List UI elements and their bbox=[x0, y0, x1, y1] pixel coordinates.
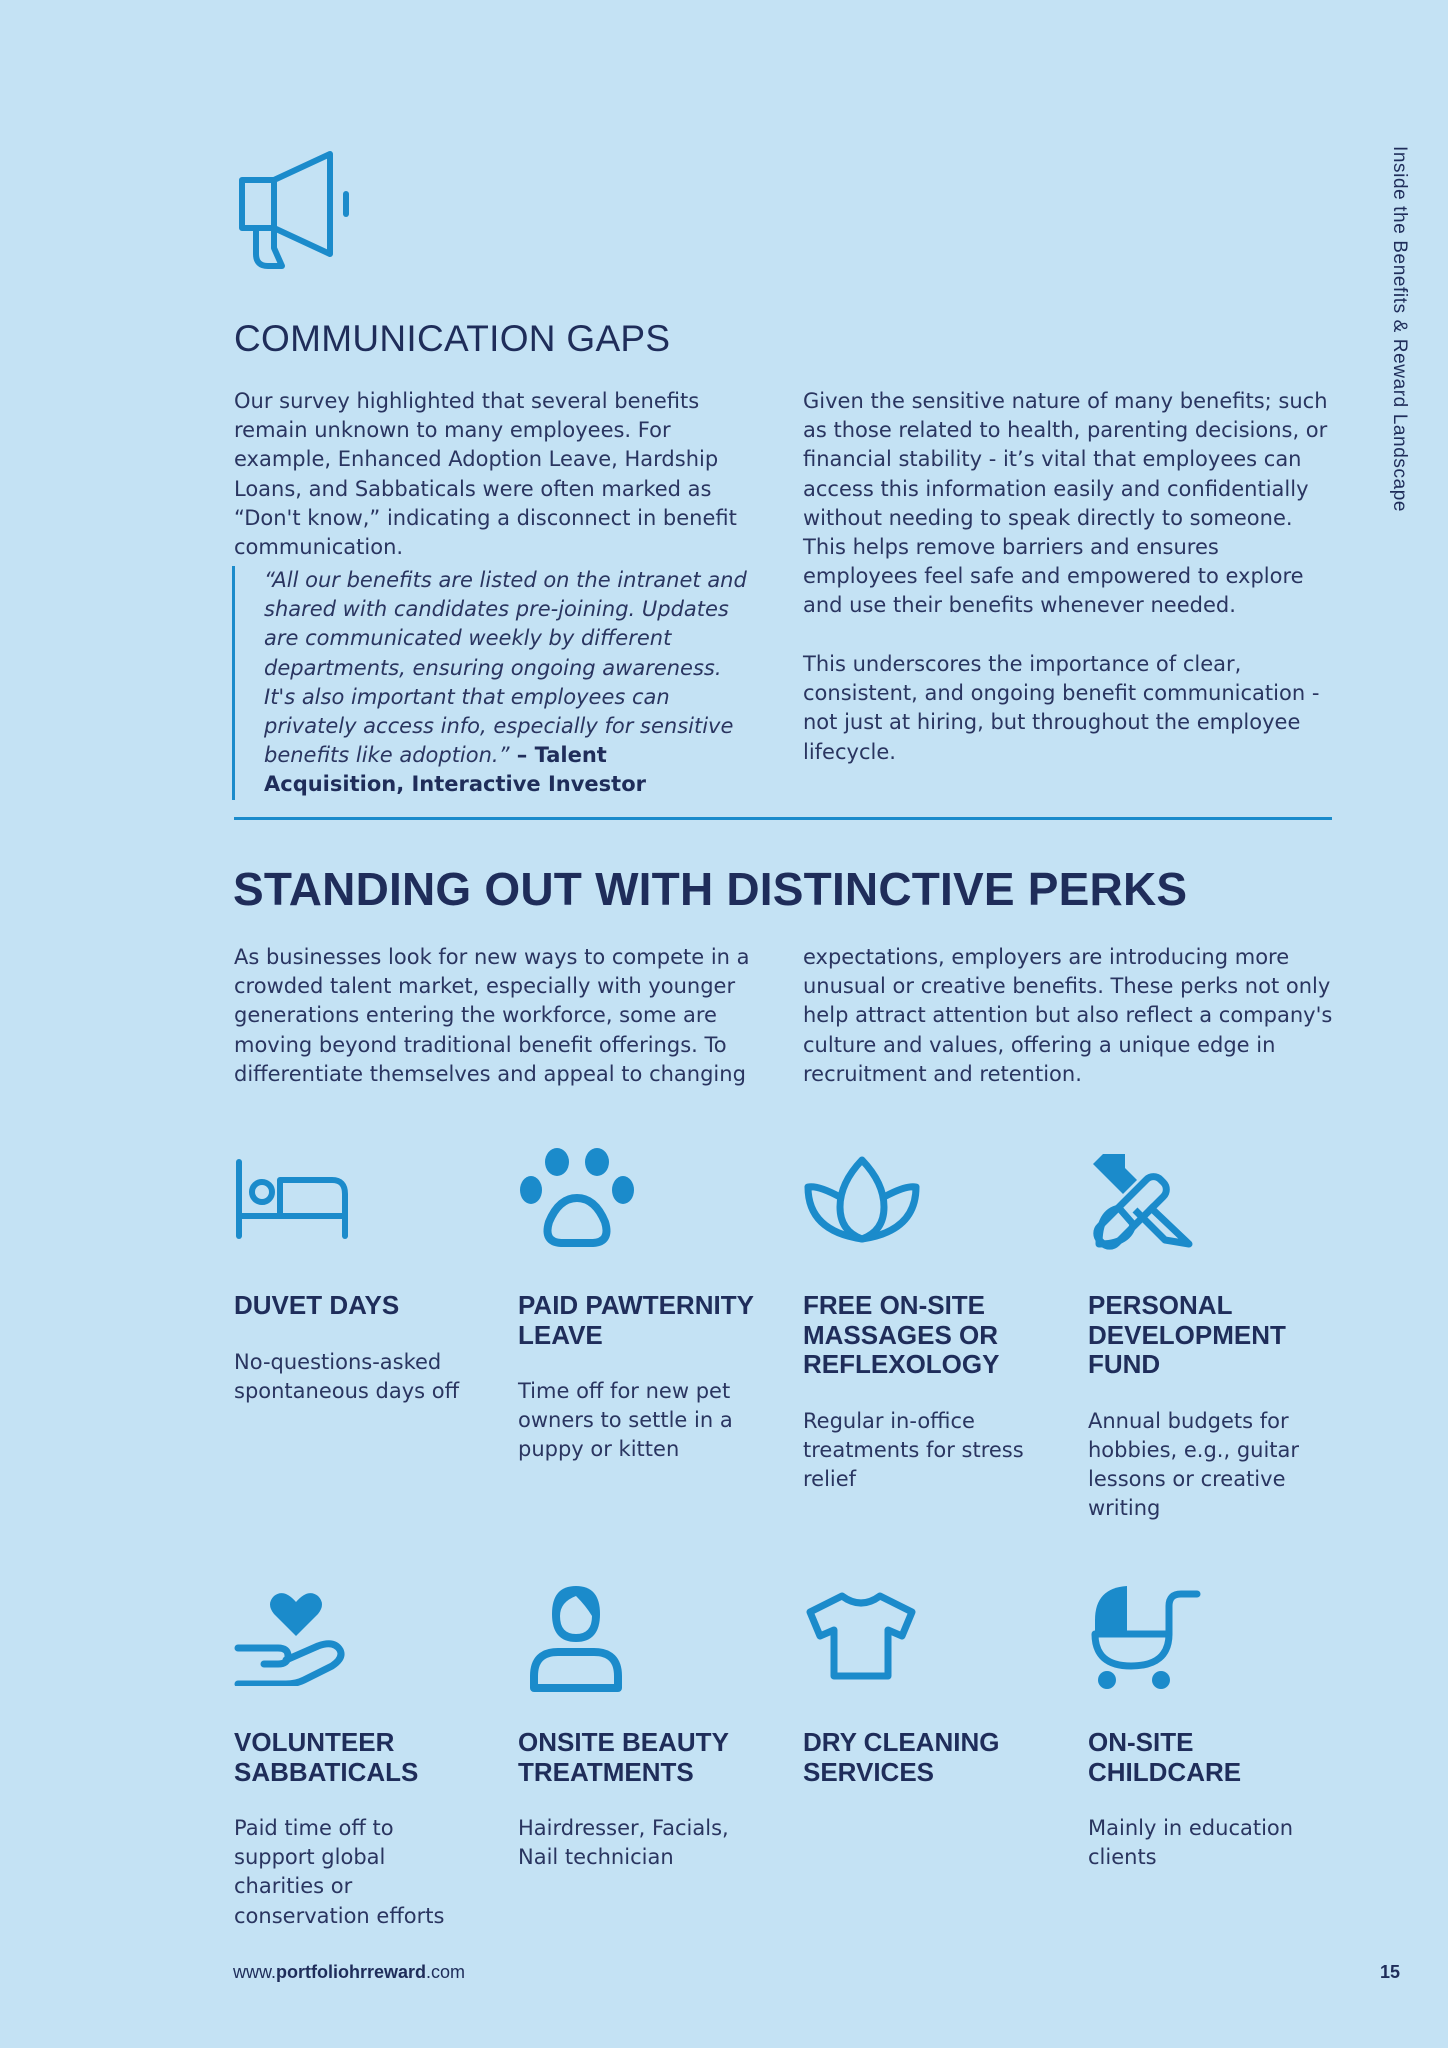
perk-description: Mainly in education clients bbox=[1088, 1816, 1294, 1870]
perk-description: Hairdresser, Facials, Nail technician bbox=[518, 1816, 729, 1870]
footer-url-suffix: .com bbox=[426, 1962, 466, 1982]
perk-duvet-days bbox=[234, 1291, 474, 1406]
perks-intro-right: expectations, employers are introducing more unusual or creative benefits. These perks not only help attract attention but also reflect a company's culture and values, offering a unique edge in recruitment and retention. bbox=[803, 945, 1333, 1086]
page-number: 15 bbox=[1380, 1962, 1401, 1982]
communication-paragraph-left: Our survey highlighted that several benefits remain unknown to many employees. For example, Enhanced Adoption Leave, Hardship Loans, and Sabbaticals were often marked as “Don't know,” indicating a disconnect in benefit communication. bbox=[234, 389, 737, 560]
person-icon bbox=[526, 1580, 626, 1694]
lotus-icon bbox=[804, 1155, 920, 1245]
perk-title: ON-SITE CHILDCARE bbox=[1088, 1727, 1242, 1787]
perk-title: DRY CLEANING SERVICES bbox=[803, 1727, 1000, 1787]
quote-text: “All our benefits are listed on the intranet and shared with candidates pre-joining. Updates are communicated weekly by different departments, ensuring ongoing awareness. It's also important that employees can privately access info, especially for sensitive benefits like adoption.” bbox=[264, 568, 747, 768]
communication-heading: COMMUNICATION GAPS bbox=[234, 318, 671, 359]
perk-free-on-site-massages bbox=[803, 1291, 1043, 1494]
footer-url-brand: portfoliohrreward bbox=[276, 1962, 427, 1982]
bed-icon bbox=[234, 1158, 350, 1240]
footer-url-prefix: www. bbox=[233, 1962, 277, 1982]
perk-description: Paid time off to support global charities or conservation efforts bbox=[234, 1816, 445, 1928]
section-divider bbox=[234, 817, 1332, 820]
perk-title: FREE ON-SITE MASSAGES OR REFLEXOLOGY bbox=[803, 1290, 1000, 1379]
megaphone-icon bbox=[234, 150, 354, 270]
perk-volunteer-sabbaticals bbox=[234, 1728, 474, 1931]
t-shirt-icon bbox=[804, 1590, 918, 1682]
footer-website-link[interactable] bbox=[233, 1962, 465, 1983]
testimonial-quote bbox=[232, 566, 754, 800]
heart-hand-icon bbox=[234, 1586, 350, 1686]
paintbrush-pencil-icon bbox=[1089, 1148, 1201, 1250]
quote-dash: – bbox=[509, 743, 535, 768]
quote-attribution: Talent Acquisition, Interactive Investor bbox=[264, 743, 646, 797]
paw-icon bbox=[519, 1148, 635, 1248]
perk-description: Annual budgets for hobbies, e.g., guitar lessons or creative writing bbox=[1088, 1408, 1300, 1521]
perk-title: PAID PAWTERNITY LEAVE bbox=[518, 1290, 754, 1350]
communication-paragraph-right-1: Given the sensitive nature of many benefits; such as those related to health, parenting decisions, or financial stability - it’s vital that employees can access this information easily and confidentially without needing to speak directly to someone. This helps remove barriers and ensures employees feel safe and empowered to explore and use their benefits whenever needed. bbox=[803, 389, 1328, 618]
perk-title: VOLUNTEER SABBATICALS bbox=[234, 1727, 419, 1787]
perk-on-site-childcare bbox=[1088, 1728, 1328, 1872]
perk-title: ONSITE BEAUTY TREATMENTS bbox=[518, 1727, 729, 1787]
perk-title: DUVET DAYS bbox=[234, 1290, 400, 1320]
perks-intro-left: As businesses look for new ways to compete in a crowded talent market, especially with younger generations entering the workforce, some are moving beyond traditional benefit offerings. To differentiate themselves and appeal to changing bbox=[234, 945, 750, 1086]
perk-description: Time off for new pet owners to settle in a puppy or kitten bbox=[518, 1379, 733, 1462]
perk-description: Regular in-office treatments for stress relief bbox=[803, 1408, 1024, 1491]
communication-paragraph-right-2: This underscores the importance of clear, consistent, and ongoing benefit communication - not just at hiring, but throughout the employee lifecycle. bbox=[803, 652, 1320, 764]
perk-onsite-beauty-treatments bbox=[518, 1728, 758, 1872]
perk-personal-development-fund bbox=[1088, 1291, 1328, 1523]
perk-description: No-questions-asked spontaneous days off bbox=[234, 1349, 460, 1403]
side-section-label: Inside the Benefits & Reward Landscape bbox=[1389, 146, 1410, 513]
perk-title: PERSONAL DEVELOPMENT FUND bbox=[1088, 1290, 1286, 1379]
perk-paid-pawternity-leave bbox=[518, 1291, 758, 1465]
perk-dry-cleaning-services bbox=[803, 1728, 1043, 1814]
perks-heading: STANDING OUT WITH DISTINCTIVE PERKS bbox=[233, 863, 1188, 915]
stroller-icon bbox=[1089, 1580, 1203, 1692]
